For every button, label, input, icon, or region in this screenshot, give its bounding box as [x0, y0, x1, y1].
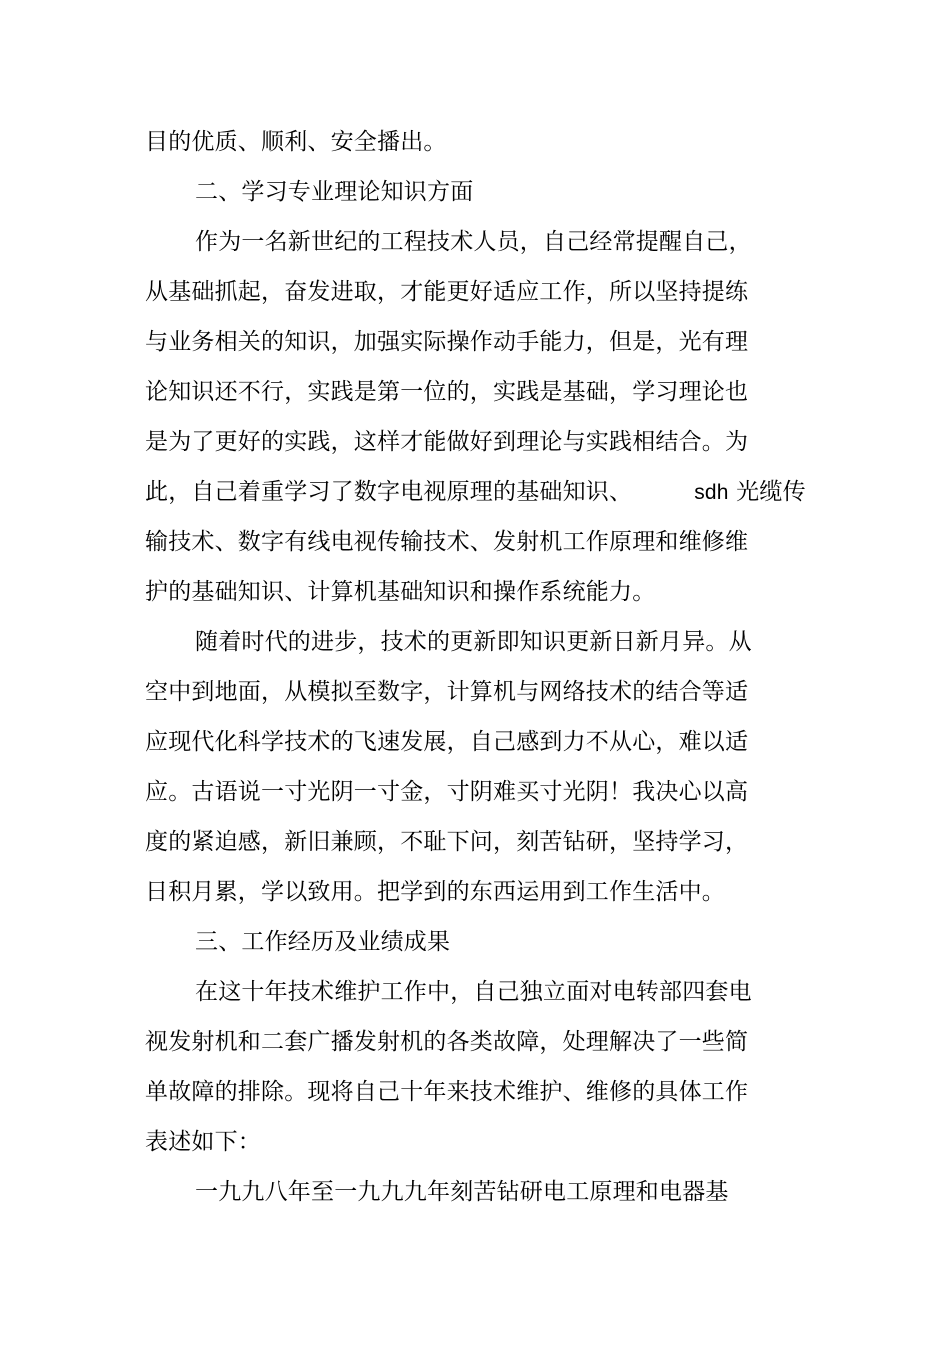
text-line: 空中到地面，从模拟至数字，计算机与网络技术的结合等适 — [145, 679, 749, 705]
text-line: 论知识还不行，实践是第一位的，实践是基础，学习理论也 — [145, 379, 749, 405]
text-line: 日积月累，学以致用。把学到的东西运用到工作生活中。 — [145, 879, 725, 905]
text-line: 从基础抓起，奋发进取，才能更好适应工作，所以坚持提练 — [145, 279, 749, 305]
paragraph-first-line: 一九九八年至一九九九年刻苦钻研电工原理和电器基 — [195, 1179, 729, 1205]
text-line: 应现代化科学技术的飞速发展，自己感到力不从心，难以适 — [145, 729, 749, 755]
text-segment: 此，自己着重学习了数字电视原理的基础知识、 — [145, 479, 633, 505]
section-heading: 二、学习专业理论知识方面 — [195, 179, 474, 205]
text-segment-latin: sdh — [694, 481, 729, 504]
paragraph-first-line: 随着时代的进步，技术的更新即知识更新日新月异。从 — [195, 629, 752, 655]
text-line: 目的优质、顺利、安全播出。 — [145, 129, 447, 155]
text-line: 与业务相关的知识，加强实际操作动手能力，但是，光有理 — [145, 329, 749, 355]
text-line: 是为了更好的实践，这样才能做好到理论与实践相结合。为 — [145, 429, 749, 455]
text-line: 输技术、数字有线电视传输技术、发射机工作原理和维修维 — [145, 529, 749, 555]
paragraph-first-line: 作为一名新世纪的工程技术人员，自己经常提醒自己， — [195, 229, 752, 255]
section-heading: 三、工作经历及业绩成果 — [195, 929, 451, 955]
text-line — [145, 477, 806, 507]
text-line: 护的基础知识、计算机基础知识和操作系统能力。 — [145, 579, 656, 605]
text-line: 视发射机和二套广播发射机的各类故障，处理解决了一些简 — [145, 1029, 749, 1055]
text-line: 单故障的排除。现将自己十年来技术维护、维修的具体工作 — [145, 1079, 749, 1105]
text-line: 度的紧迫感，新旧兼顾，不耻下问，刻苦钻研，坚持学习， — [145, 829, 749, 855]
text-segment: 光缆传 — [728, 479, 806, 505]
text-line: 应。古语说一寸光阴一寸金，寸阴难买寸光阴！我决心以高 — [145, 779, 749, 805]
paragraph-first-line: 在这十年技术维护工作中，自己独立面对电转部四套电 — [195, 979, 752, 1005]
text-line: 表述如下： — [145, 1129, 261, 1155]
